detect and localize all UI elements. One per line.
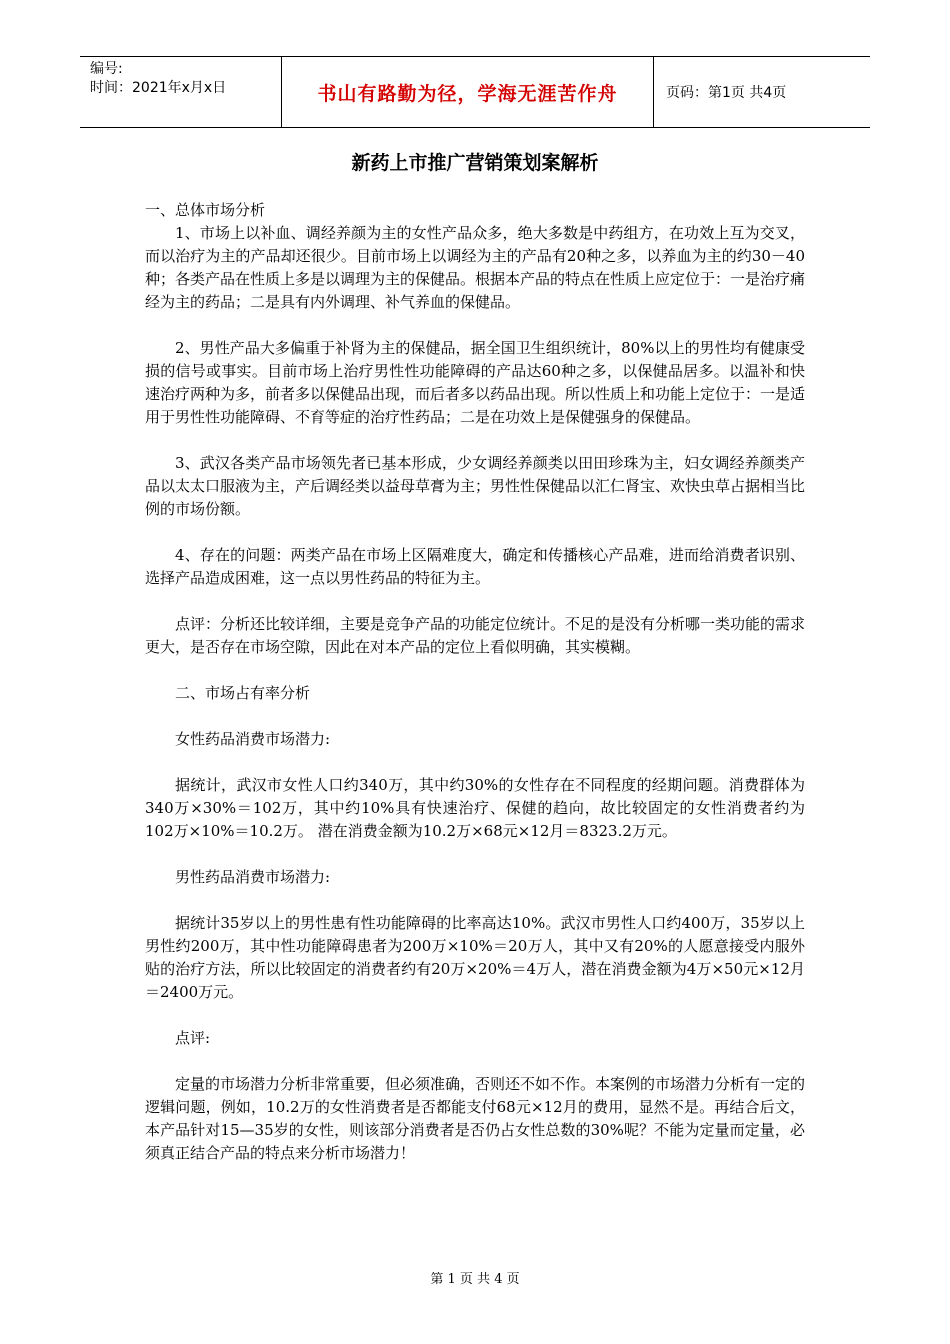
section-heading: 二、市场占有率分析 <box>175 684 311 702</box>
comment-paragraph: 点评：分析还比较详细，主要是竞争产品的功能定位统计。不足的是没有分析哪一类功能的需求更大，是否存在市场空隙，因此在对本产品的定位上看似明确，其实模糊。 <box>145 615 806 656</box>
document-body <box>145 199 805 1165</box>
comment-paragraph: 定量的市场潜力分析非常重要，但必须准确，否则还不如不作。本案例的市场潜力分析有一定的逻辑问题，例如，10.2万的女性消费者是否都能支付68元×12月的费用，显然不是。再结合后文，本产品针对15—35岁的女性，则该部分消费者是否仍占女性总数的30%呢？不能为定量而定量，必须真正结合产品的特点来分析市场潜力！ <box>145 1075 806 1162</box>
header-motto: 书山有路勤为径，学海无涯苦作舟 <box>282 57 654 127</box>
paragraph: 据统计35岁以上的男性患有性功能障碍的比率高达10%。武汉市男性人口约400万，35岁以上男性约200万，其中性功能障碍患者为200万×10%＝20万人，其中又有20%的人愿意接受内服外贴的治疗方法，所以比较固定的消费者约有20万×20%＝4万人，潜在消费金额为4万×50元×12月＝2400万元。 <box>145 914 805 1001</box>
paragraph: 据统计，武汉市女性人口约340万，其中约30%的女性存在不同程度的经期问题。消费群体为340万×30%＝102万，其中约10%具有快速治疗、保健的趋向，故比较固定的女性消费者约为102万×10%＝10.2万。 潜在消费金额为10.2万×68元×12月＝8323.2万元。 <box>145 776 805 840</box>
paragraph: 3、武汉各类产品市场领先者已基本形成，少女调经养颜类以田田珍珠为主，妇女调经养颜类产品以太太口服液为主，产后调经类以益母草膏为主；男性性保健品以汇仁肾宝、欢快虫草占据相当比例的市场份额。 <box>145 454 806 518</box>
number-label: 编号: <box>90 61 123 77</box>
header-page-info: 页码：第1页 共4页 <box>666 85 787 101</box>
page-footer: 第 1 页 共 4 页 <box>430 1272 520 1287</box>
paragraph: 4、存在的问题：两类产品在市场上区隔难度大，确定和传播核心产品难，进而给消费者识别、选择产品造成困难，这一点以男性药品的特征为主。 <box>145 546 805 587</box>
header-meta <box>80 57 282 127</box>
page-header <box>80 56 870 128</box>
paragraph: 1、市场上以补血、调经养颜为主的女性产品众多，绝大多数是中药组方，在功效上互为交叉，而以治疗为主的产品却还很少。目前市场上以调经为主的产品有20种之多，以养血为主的约30－40种；各类产品在性质上多是以调理为主的保健品。根据本产品的特点在性质上应定位于：一是治疗痛经为主的药品；二是具有内外调理、补气养血的保健品。 <box>145 224 806 311</box>
subheading: 男性药品消费市场潜力: <box>175 868 331 886</box>
document-title: 新药上市推广营销策划案解析 <box>351 152 599 174</box>
subheading: 点评: <box>175 1029 211 1047</box>
time-label: 时间：2021年x月x日 <box>90 80 227 96</box>
paragraph: 2、男性产品大多偏重于补肾为主的保健品，据全国卫生组织统计，80%以上的男性均有健康受损的信号或事实。目前市场上治疗男性性功能障碍的产品达60种之多，以保健品居多。以温补和快速治疗两种为多，前者多以保健品出现，而后者多以药品出现。所以性质上和功能上定位于：一是适用于男性性功能障碍、不育等症的治疗性药品；二是在功效上是保健强身的保健品。 <box>145 339 806 426</box>
section-heading: 一、总体市场分析 <box>145 201 266 219</box>
subheading: 女性药品消费市场潜力: <box>175 730 331 748</box>
